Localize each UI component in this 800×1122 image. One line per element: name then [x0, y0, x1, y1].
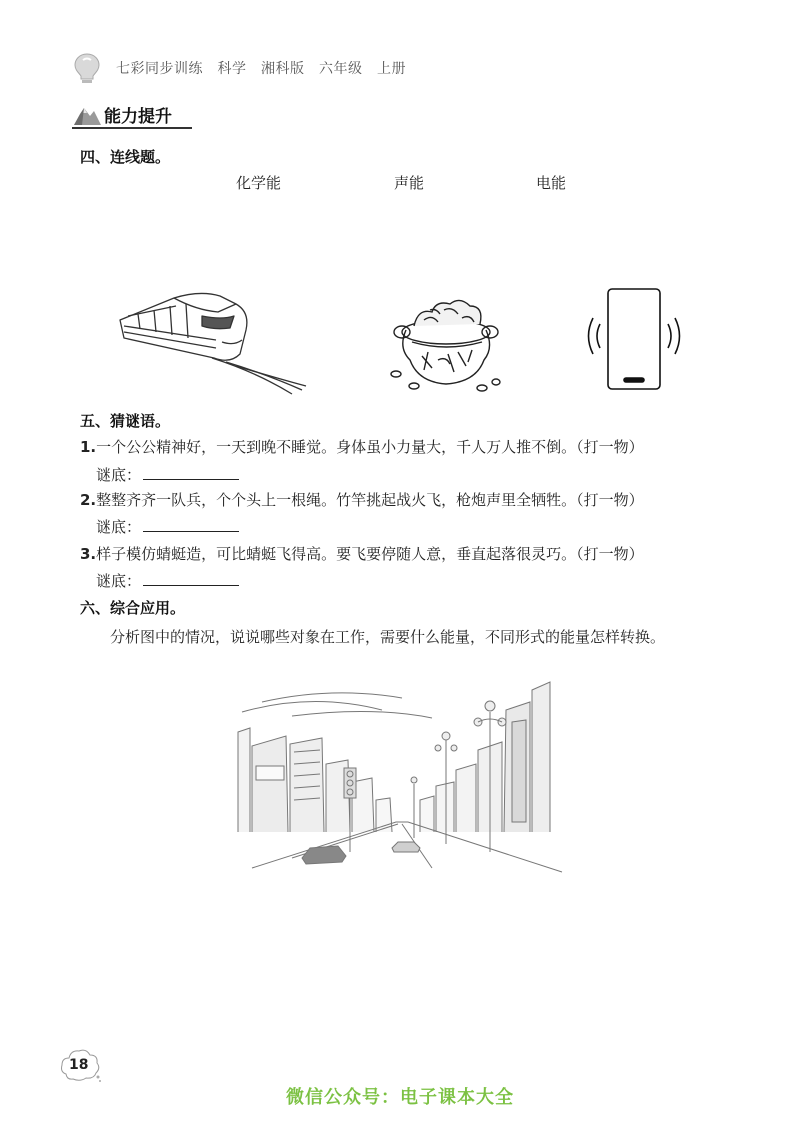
riddle-2	[80, 489, 644, 510]
riddle-2-answer-blank[interactable]	[143, 517, 239, 532]
high-speed-train-image	[116, 282, 308, 400]
riddle-3-answer-blank[interactable]	[143, 571, 239, 586]
page-header	[72, 52, 472, 86]
mobile-phone-image	[586, 286, 684, 392]
question-6-heading: 六、综合应用。	[80, 599, 186, 617]
question-6-prompt: 分析图中的情况，说说哪些对象在工作，需要什么能量，不同形式的能量怎样转换。	[110, 628, 666, 646]
riddle-3-text: 样子模仿蜻蜓造，可比蜻蜓飞得高。要飞要停随人意，垂直起落很灵巧。（打一物）	[96, 545, 644, 563]
watermark-text: 微信公众号：电子课本大全	[286, 1087, 514, 1108]
riddle-1	[80, 436, 644, 457]
label-sound-energy: 声能	[394, 174, 425, 192]
riddle-1-number: 1.	[80, 438, 97, 456]
riddle-1-answer-blank[interactable]	[143, 465, 239, 480]
label-electric-energy: 电能	[536, 174, 567, 192]
riddle-3	[80, 543, 644, 564]
riddle-3-number: 3.	[80, 545, 97, 563]
section-underline	[72, 127, 192, 129]
riddle-3-answer	[96, 570, 239, 591]
header-text: 七彩同步训练 科学 湘科版 六年级 上册	[116, 61, 406, 77]
riddle-1-answer	[96, 464, 239, 485]
page-number-badge	[58, 1046, 102, 1086]
light-bulb-icon	[72, 52, 102, 84]
riddle-2-answer-label: 谜底：	[96, 518, 142, 536]
label-chemical-energy: 化学能	[236, 174, 282, 192]
riddle-2-number: 2.	[80, 491, 97, 509]
page-number: 18	[69, 1057, 89, 1073]
section-heading	[72, 100, 202, 130]
mountain-icon	[72, 102, 102, 126]
riddle-2-answer	[96, 516, 239, 537]
riddle-3-answer-label: 谜底：	[96, 572, 142, 590]
question-4-heading: 四、连线题。	[80, 148, 171, 166]
section-title: 能力提升	[104, 107, 172, 127]
riddle-1-text: 一个公公精神好，一天到晚不睡觉。身体虽小力量大，千人万人推不倒。（打一物）	[96, 438, 644, 456]
riddle-1-answer-label: 谜底：	[96, 466, 142, 484]
question-5-heading: 五、猜谜语。	[80, 412, 171, 430]
coal-pot-image	[388, 290, 508, 394]
city-street-image	[232, 672, 566, 878]
riddle-2-text: 整整齐齐一队兵，个个头上一根绳。竹竿挑起战火飞，枪炮声里全牺牲。（打一物）	[96, 491, 644, 509]
